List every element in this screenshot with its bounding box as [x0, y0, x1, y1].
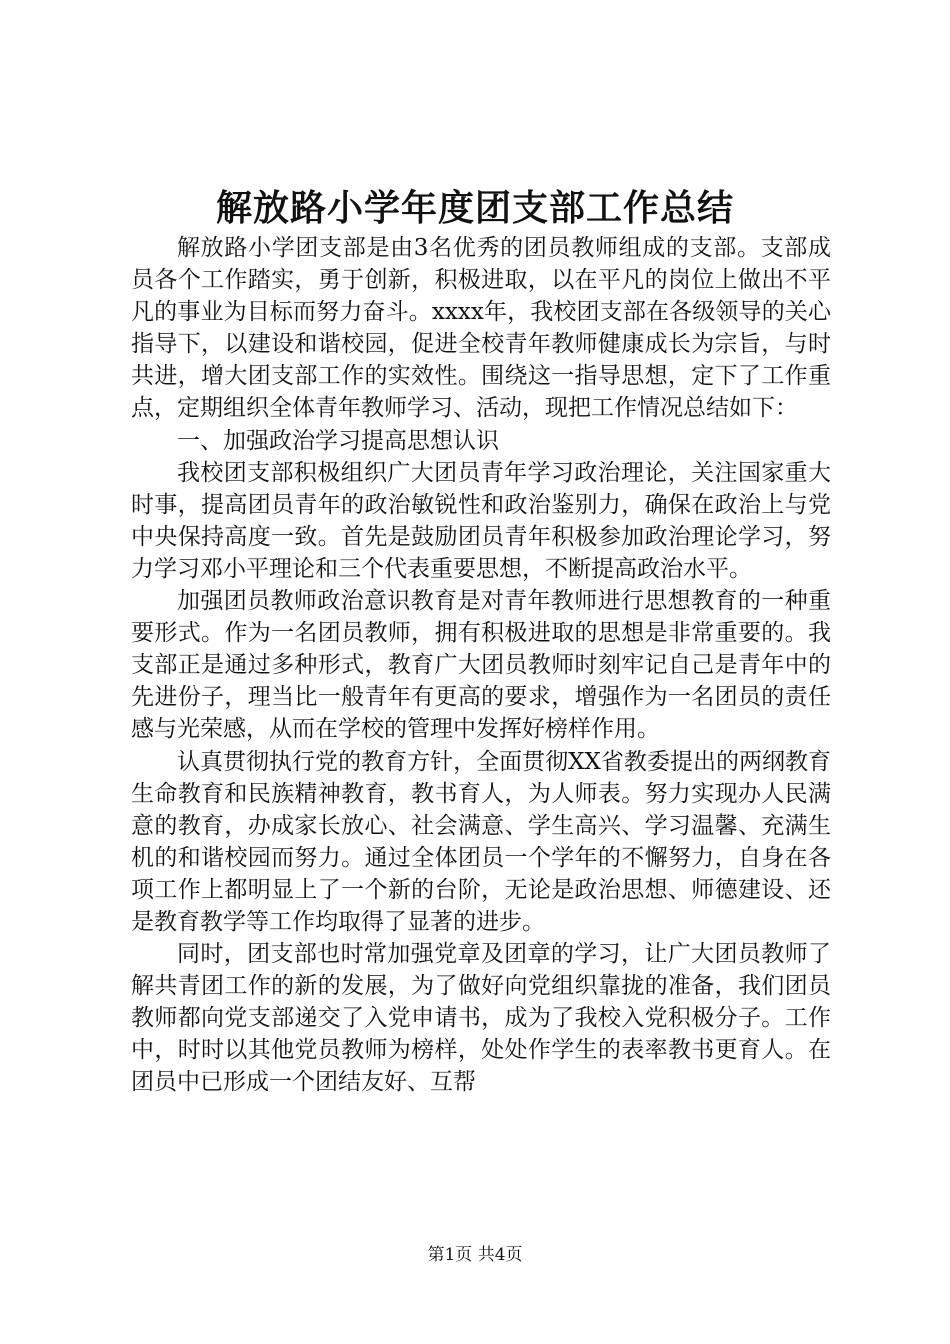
document-title: 解放路小学年度团支部工作总结 [215, 187, 734, 229]
paragraph-party-study: 同时，团支部也时常加强党章及团章的学习，让广大团员教师了解共青团工作的新的发展，为了做好向党组织靠拢的准备，我们团员教师都向党支部递交了入党申请书，成为了我校入党积极分子。工作中，时时以其他党员教师为榜样，处处作学生的表率教书更育人。在团员中已形成一个团结友好、互帮 [131, 941, 831, 1096]
paragraph-political-study: 我校团支部积极组织广大团员青年学习政治理论，关注国家重大时事，提高团员青年的政治敏锐性和政治鉴别力，确保在政治上与党中央保持高度一致。首先是鼓励团员青年积极参加政治理论学习，努力学习邓小平理论和三个代表重要思想，不断提高政治水平。 [131, 459, 831, 582]
section-heading: 一、加强政治学习提高思想认识 [177, 427, 499, 454]
document-body [131, 232, 831, 1099]
paragraph-education-policy: 认真贯彻执行党的教育方针，全面贯彻XX省教委提出的两纲教育生命教育和民族精神教育，教书育人，为人师表。努力实现办人民满意的教育，办成家长放心、社会满意、学生高兴、学习温馨、充满生机的和谐校园而努力。通过全体团员一个学年的不懈努力，自身在各项工作上都明显上了一个新的台阶，无论是政治思想、师德建设、还是教育教学等工作均取得了显著的进步。 [131, 748, 831, 935]
paragraph-intro: 解放路小学团支部是由3名优秀的团员教师组成的支部。支部成员各个工作踏实，勇于创新，积极进取，以在平凡的岗位上做出不平凡的事业为目标而努力奋斗。xxxx年，我校团支部在各级领导的关心指导下，以建设和谐校园，促进全校青年教师健康成长为宗旨，与时共进，增大团支部工作的实效性。围绕这一指导思想，定下了工作重点，定期组织全体青年教师学习、活动，现把工作情况总结如下： [131, 235, 831, 422]
page-number-footer: 第1页 共4页 [427, 1245, 523, 1265]
paragraph-political-education: 加强团员教师政治意识教育是对青年教师进行思想教育的一种重要形式。作为一名团员教师，拥有积极进取的思想是非常重要的。我支部正是通过多种形式，教育广大团员教师时刻牢记自己是青年中的先进份子，理当比一般青年有更高的要求，增强作为一名团员的责任感与光荣感，从而在学校的管理中发挥好榜样作用。 [131, 588, 831, 743]
